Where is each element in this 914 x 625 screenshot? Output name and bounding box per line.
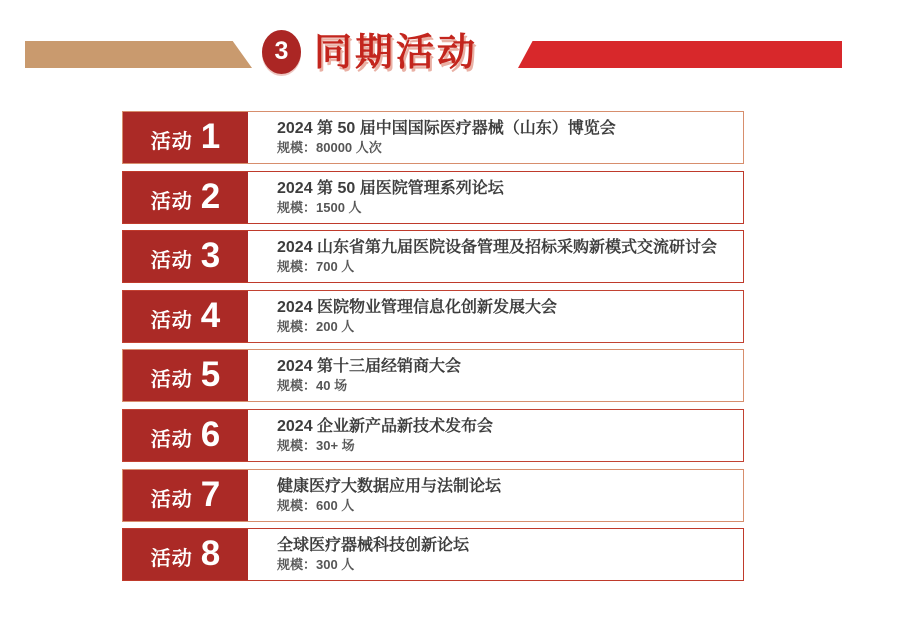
activity-label-box	[123, 231, 248, 282]
activity-label-text: 活动	[150, 250, 193, 273]
activity-scale: 规模：30+ 场	[277, 437, 355, 453]
activity-title: 2024 第 50 届中国国际医疗器械（山东）博览会	[277, 120, 616, 137]
activity-row	[122, 469, 744, 522]
activity-row	[122, 111, 744, 164]
activity-content	[253, 410, 743, 461]
activity-label-text: 活动	[150, 369, 193, 392]
activity-content	[253, 291, 743, 342]
activity-label-box	[123, 350, 248, 401]
activity-row	[122, 349, 744, 402]
header-right-decoration	[518, 41, 842, 68]
activity-number: 2	[200, 176, 221, 216]
activity-label-box	[123, 470, 248, 521]
activity-label-text: 活动	[150, 488, 193, 511]
activity-label-text: 活动	[150, 309, 193, 332]
activity-content	[253, 470, 743, 521]
activity-number: 5	[200, 355, 221, 395]
activity-number: 6	[200, 414, 221, 454]
activity-content	[253, 350, 743, 401]
activities-list	[122, 111, 744, 581]
activity-label-text: 活动	[150, 190, 193, 213]
activity-number: 3	[200, 236, 221, 276]
activity-row	[122, 171, 744, 224]
activity-title: 全球医疗器械科技创新论坛	[277, 537, 470, 555]
activity-scale: 规模：1500 人	[277, 199, 362, 215]
activity-title: 2024 医院物业管理信息化创新发展大会	[277, 298, 558, 316]
activity-content	[253, 172, 743, 223]
activity-scale: 规模：600 人	[277, 497, 355, 513]
activity-label-text: 活动	[150, 428, 193, 451]
activity-number: 1	[200, 117, 221, 156]
activity-scale: 规模：80000 人次	[277, 140, 382, 155]
activity-number: 4	[200, 295, 221, 335]
activity-title: 2024 山东省第九届医院设备管理及招标采购新模式交流研讨会	[277, 239, 718, 257]
activity-content	[253, 112, 743, 163]
activity-label-box	[123, 112, 248, 163]
activity-row	[122, 409, 744, 462]
activity-scale: 规模：700 人	[277, 259, 355, 275]
activity-label-text: 活动	[150, 548, 193, 571]
section-number-badge	[262, 30, 301, 74]
activity-scale: 规模：200 人	[277, 318, 355, 334]
activity-scale: 规模：300 人	[277, 557, 355, 573]
activity-number: 7	[200, 474, 221, 514]
activity-label-box	[123, 410, 248, 461]
activity-scale: 规模：40 场	[277, 378, 348, 394]
activity-label-box	[123, 529, 248, 580]
activity-row	[122, 528, 744, 581]
activity-label-box	[123, 291, 248, 342]
activity-title: 2024 企业新产品新技术发布会	[277, 417, 494, 435]
activity-row	[122, 290, 744, 343]
activity-content	[253, 231, 743, 282]
section-number: 3	[274, 36, 289, 65]
activity-title: 2024 第 50 届医院管理系列论坛	[277, 179, 504, 197]
activity-content	[253, 529, 743, 580]
activity-label-box	[123, 172, 248, 223]
header-left-decoration	[25, 41, 252, 68]
activity-row	[122, 230, 744, 283]
activity-number: 8	[200, 534, 221, 574]
activity-label-text: 活动	[150, 131, 193, 153]
activity-title: 健康医疗大数据应用与法制论坛	[277, 477, 502, 495]
section-title: 同期活动	[314, 32, 479, 74]
activity-title: 2024 第十三届经销商大会	[277, 358, 462, 376]
